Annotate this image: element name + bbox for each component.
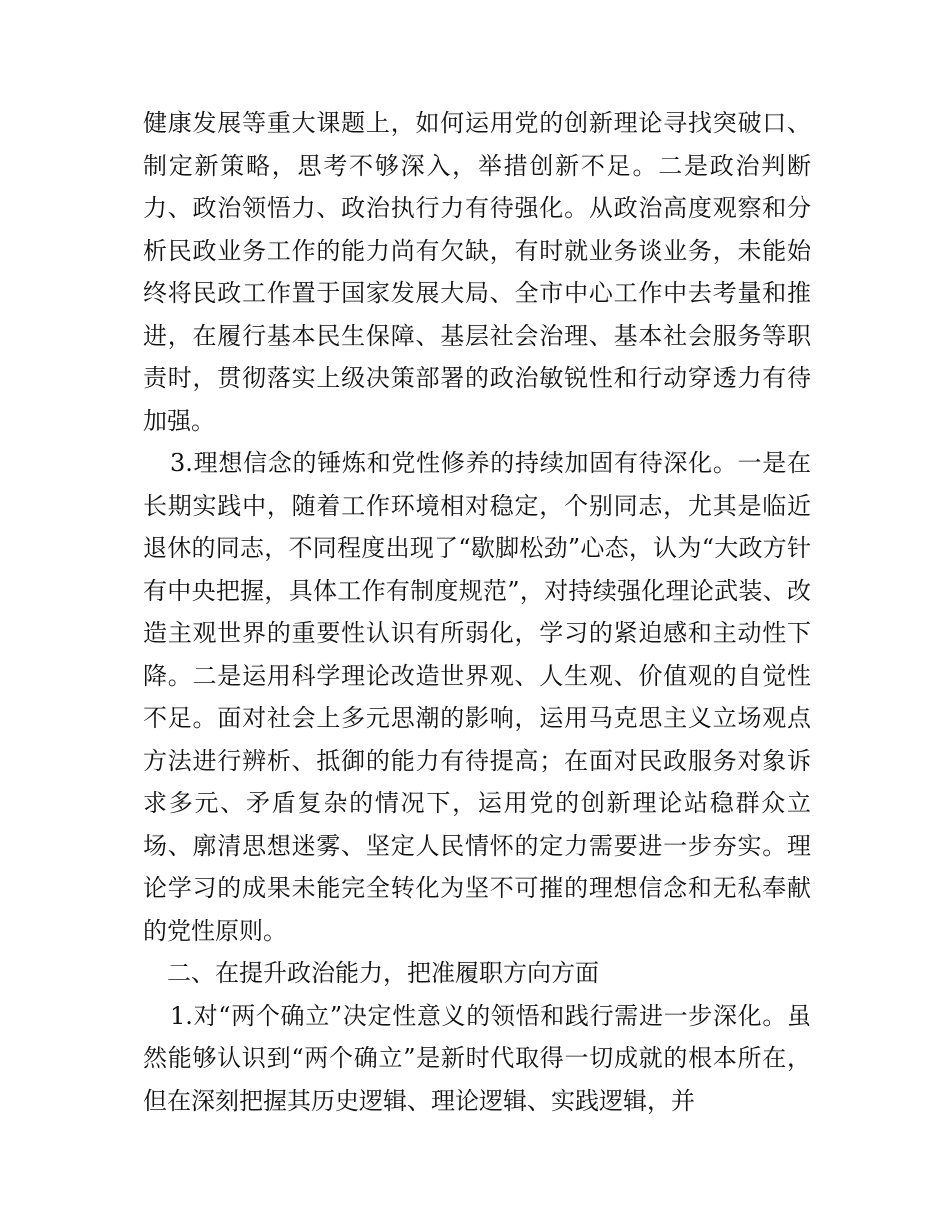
- document-body: [143, 102, 811, 1122]
- section-heading-2: 二、在提升政治能力，把准履职方向方面: [167, 959, 599, 987]
- paragraph-continuation: 健康发展等重大课题上，如何运用党的创新理论寻找突破口、制定新策略，思考不够深入，举措创新不足。二是政治判断力、政治领悟力、政治执行力有待强化。从政治高度观察和分析民政业务工作的能力尚有欠缺，有时就业务谈业务，未能始终将民政工作置于国家发展大局、全市中心工作中去考量和推进，在履行基本民生保障、基层社会治理、基本社会服务等职责时，贯彻落实上级决策部署的政治敏锐性和行动穿透力有待加强。: [143, 109, 811, 435]
- paragraph-item-3: 3.理想信念的锤炼和党性修养的持续加固有待深化。一是在长期实践中，随着工作环境相对稳定，个别同志，尤其是临近退休的同志，不同程度出现了“歇脚松劲”心态，认为“大政方针有中央把握，具体工作有制度规范”，对持续强化理论武装、改造主观世界的重要性认识有所弱化，学习的紧迫感和主动性下降。二是运用科学理论改造世界观、人生观、价值观的自觉性不足。面对社会上多元思潮的影响，运用马克思主义立场观点方法进行辨析、抵御的能力有待提高；在面对民政服务对象诉求多元、矛盾复杂的情况下，运用党的创新理论站稳群众立场、廓清思想迷雾、坚定人民情怀的定力需要进一步夯实。理论学习的成果未能完全转化为坚不可摧的理想信念和无私奉献的党性原则。: [143, 449, 811, 945]
- paragraph-item-1: 1.对“两个确立”决定性意义的领悟和践行需进一步深化。虽然能够认识到“两个确立”是新时代取得一切成就的根本所在，但在深刻把握其历史逻辑、理论逻辑、实践逻辑，并: [143, 1001, 811, 1115]
